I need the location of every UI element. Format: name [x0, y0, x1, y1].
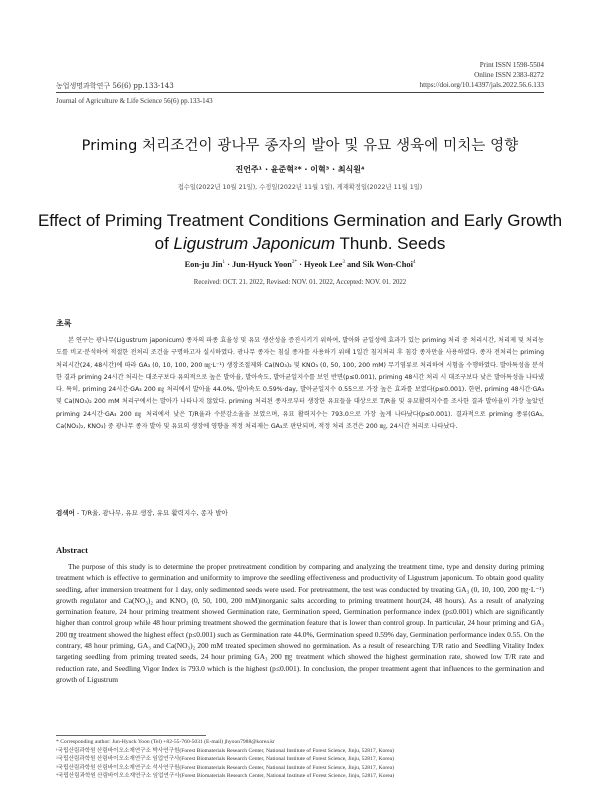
abstract-en-heading: Abstract — [56, 545, 88, 555]
paper-title-en — [0, 209, 600, 255]
title-en-line2: of Ligustrum Japonicum Thunb. Seeds — [154, 234, 446, 253]
journal-name-en: Journal of Agriculture & Life Science 56(6) pp.133-143 — [56, 97, 213, 105]
species-name: Ligustrum Japonicum — [173, 234, 336, 253]
online-issn: Online ISSN 2383-8272 — [474, 71, 544, 79]
footnote-corresponding: * Corresponding author: Jun-Hyuck Yoon (Tel) +82-55-760-5031 (E-mail) jhyoon7988@korea.kr — [56, 739, 275, 745]
journal-name-ko: 농업생명과학연구 56(6) pp.133-143 — [56, 82, 174, 90]
dates-ko: 접수일(2022년 10월 21일), 수정일(2022년 11월 1일), 게재확정일(2022년 11월 1일) — [177, 184, 423, 191]
title-en-line1: Effect of Priming Treatment Conditions Germination and Early Growth — [37, 211, 563, 230]
footnote-affiliation-2: ²국립산림과학원 산림바이오소재연구소 임업연구사(Forest Biomaterials Research Center, National Institute of Forest Science, Jinju, 52817, Korea) — [56, 756, 394, 763]
abstract-ko-body: 본 연구는 광나무(Ligustrum japonicum) 종자의 파종 효율성 및 유묘 생산성을 증진시키기 위하여, 발아와 균일성에 효과가 있는 priming 처리 중 처리시간, 처리제 및 처리농도를 비교·분석하여 적절한 전처리 조건을 구명하고자 실시하였다. 광나무 종자는 침실 종자를 사용하기 위해 1일간 침지처리 후 침강 종자만을 사용하였다. 종자 전처리는 priming 처리시간(24, 48시간)에 따라 GA₃ (0, 10, 100, 200 ㎎·L⁻¹) 생장조절제와 Ca(NO₃)₂ 및 KNO₃ (0, 50, 100, 200 mM) 무기염류로 처리하여 시험을 수행하였다. 발아특성을 분석한 결과 priming 24시간 처리는 대조구보다 유의적으로 높은 발아율, 발아속도, 발아균일지수를 보인 반면(p≤0.001), priming 48시간 처리 시 대조구보다 낮은 발아특성을 나타냈다. 특히, priming 24시간·GA₃ 200 ㎎ 처리에서 발아율 44.0%, 발아속도 0.59%·day, 발아균일지수 0.55으로 가장 높은 효과를 보였다(p≤0.001). 한편, priming 48시간·GA₃ 및 Ca(NO₃)₂ 200 mM 처리구에서는 발아가 나타나지 않았다. priming 처리된 종자로부터 생장한 유묘들을 대상으로 T/R율 및 유묘활력지수를 조사한 결과 발아율이 가장 높았던 priming 24시간·GA₃ 200 ㎎ 처리에서 낮은 T/R율과 수분감소율을 보였으며, 유묘 활력지수는 793.0으로 가장 높게 나타났다(p≤0.001). 결과적으로 priming 종류(GA₃, Ca(NO₃)₂, KNO₃) 중 광나무 종자 발아 및 유묘의 생장에 영향을 적정 처리제는 GA₃로 판단되며, 적정 처리 조건은 200 ㎎, 24시간 처리로 나타났다. — [56, 337, 544, 431]
doi-link[interactable]: https://doi.org/10.14397/jals.2022.56.6.133 — [419, 81, 544, 89]
issn-block — [420, 60, 544, 90]
keywords-ko: 검색어 - T/R율, 광나무, 유묘 생장, 유묘 활력지수, 종자 발아 — [56, 509, 228, 517]
footnote-affiliation-1: ¹국립산림과학원 산림바이오소재연구소 박사연구원(Forest Biomaterials Research Center, National Institute of Forest Science, Jinju, 52817, Korea) — [56, 747, 394, 754]
footnote-affiliation-4: ⁴국립산림과학원 산림바이오소재연구소 임업연구사(Forest Biomaterials Research Center, National Institute of Forest Science, Jinju, 52817, Korea) — [56, 773, 395, 780]
dates-en: Received: OCT. 21. 2022, Revised: NOV. 01. 2022, Accepted: NOV. 01. 2022 — [193, 279, 407, 286]
abstract-ko-heading: 초록 — [56, 319, 72, 328]
authors-en: Eon-ju Jin$^1$ · Jun-Hyuck Yoon$^{2*}$ · Hyeok Lee$^3$ and Sik Won-Choi$^4$ — [184, 260, 416, 269]
print-issn: Print ISSN 1598-5504 — [479, 61, 544, 69]
abstract-en-body: The purpose of this study is to determine the proper pretreatment condition by comparing and analyzing the treatment time, type and density during priming treatment which is effective to germination and uniformity to improve the seedling effectiveness and productivity of Ligustrum japonicum. To obtain good quality seedling, after immersion treatment for 1 day, only sedimented seeds were used. For pretreatment, the test was conducted by treating GA₃ (0, 10, 100, 200 ㎎·L⁻¹) growth regulator and Ca(NO₃)₂ and KNO₃ (0, 50, 100, 200 mM)inorganic salts according to priming treatment hour(24, 48 hours). As a result of analyzing germination feature, 24 hour priming treatment showed Germination rate, Germination speed, Germination performance index (p≤0.001) which are significantly higher than control group while 48 hour priming treatment showed the germination feature that is lower than control group. In particular, 24 hour priming and GA₃ 200 ㎎ treatment showed the highest effect (p≤0.001) such as Germination rate 44.0%, Germination speed 0.59% day, Germination performance index 0.55. On the contrary, 48 hour priming, GA₃ and Ca(NO₃)₂ 200 mM treated specimen showed no germination. As a result of researching T/R ratio and Seedling Vitality Index targeting seedling from priming treated seeds, 24 hour priming GA₃ 200 ㎎ treatment which showed the highest germination rate, showed low T/R rate and reduction rate, and Seedling Vigor Index is 793.0 which is the highest (p≤0.001). In conclusion, the proper treatment agent that influences to the germination and growth of Ligustrum — [56, 562, 544, 684]
authors-ko: 진언주¹ · 윤준혁²* · 이혁³ · 최식원⁴ — [235, 165, 365, 174]
footnote-divider — [56, 735, 206, 736]
paper-title-ko: Priming 처리조건이 광나무 종자의 발아 및 유묘 생육에 미치는 영향 — [81, 138, 519, 154]
header-divider — [56, 92, 544, 93]
footnote-affiliation-3: ³국립산림과학원 산림바이오소재연구소 석사연구원(Forest Biomaterials Research Center, National Institute of Forest Science, Jinju, 52817, Korea) — [56, 764, 394, 771]
footnotes — [56, 738, 394, 781]
